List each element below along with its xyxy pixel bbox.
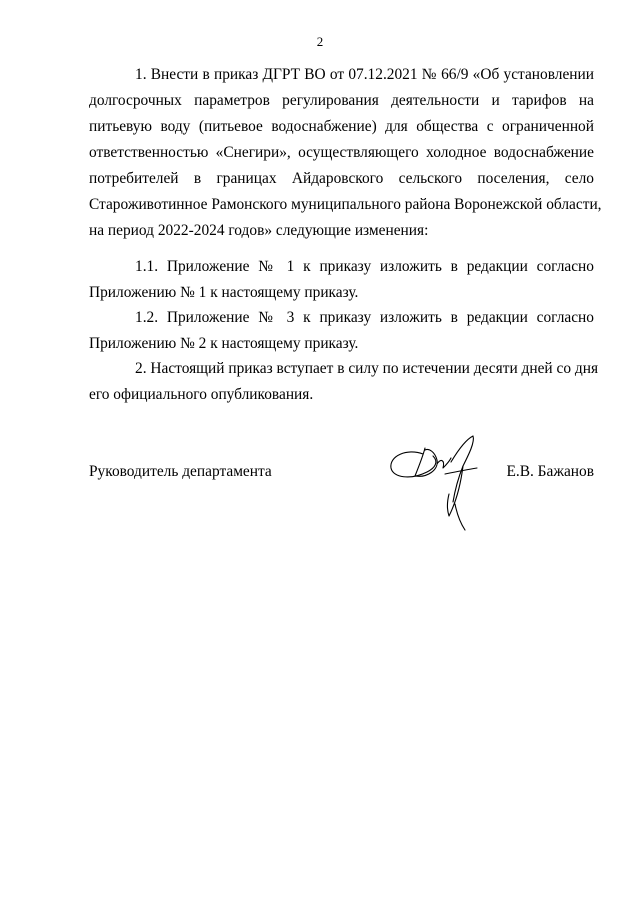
paragraph-2-line: его официального опубликования. [89,386,314,403]
paragraph-1-line: Староживотинное Рамонского муниципального района Воронежской области, [89,196,602,213]
page-number: 2 [316,34,324,49]
paragraph-2-line: 2. Настоящий приказ вступает в силу по истечении десяти дней со дня [135,360,599,377]
paragraph-1-line: потребителей в границах Айдаровского сельского поселения, село [89,170,594,187]
paragraph-1 [89,62,602,244]
signatory-position: Руководитель департамента [89,463,272,480]
paragraph-1-line: долгосрочных параметров регулирования деятельности и тарифов на [89,92,594,109]
paragraph-2 [89,356,599,408]
paragraph-1-1 [89,254,594,306]
paragraph-1-1-line: 1.1. Приложение № 1 к приказу изложить в редакции согласно [135,258,594,275]
handwritten-signature-icon [385,432,495,532]
paragraph-1-2-line: 1.2. Приложение № 3 к приказу изложить в редакции согласно [135,309,594,326]
signatory-name: Е.В. Бажанов [506,463,594,480]
paragraph-1-line: на период 2022-2024 годов» следующие изменения: [89,222,429,239]
paragraph-1-line: ответственностью «Снегири», осуществляющего холодное водоснабжение [89,144,594,161]
paragraph-1-line: 1. Внести в приказ ДГРТ ВО от 07.12.2021 № 66/9 «Об установлении [135,66,594,83]
paragraph-1-2 [89,305,594,357]
paragraph-1-1-line: Приложению № 1 к настоящему приказу. [89,284,359,301]
paragraph-1-2-line: Приложению № 2 к настоящему приказу. [89,335,359,352]
paragraph-1-line: питьевую воду (питьевое водоснабжение) для общества с ограниченной [89,118,594,135]
